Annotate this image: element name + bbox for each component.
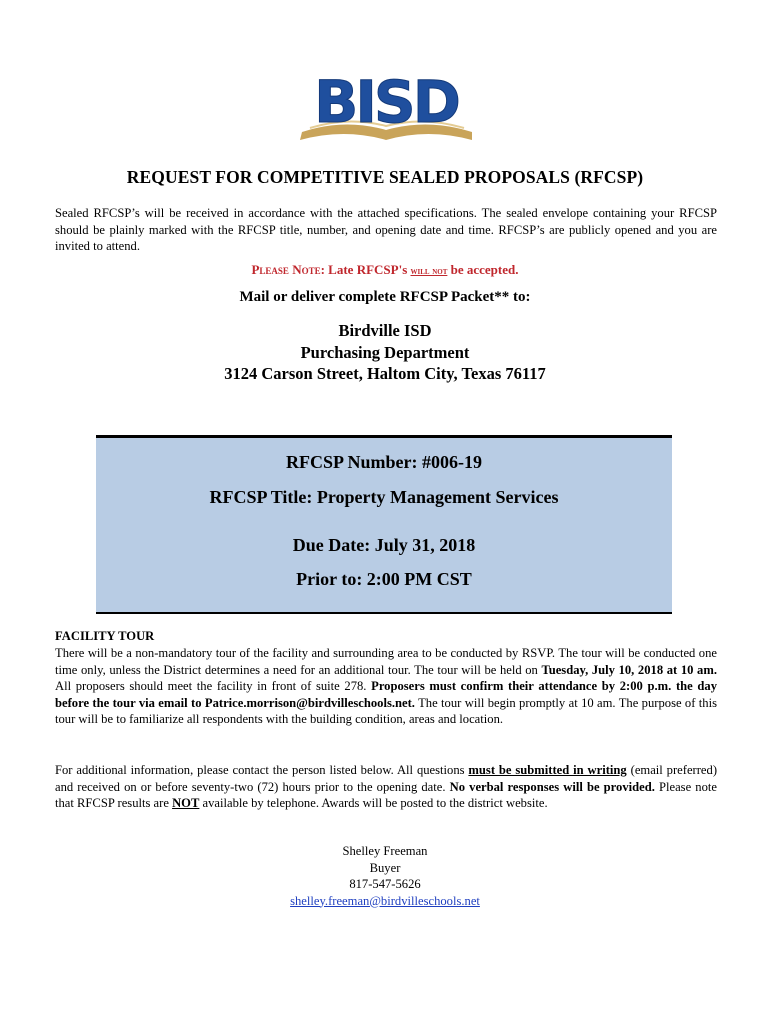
info-writing-required: must be submitted in writing: [468, 763, 627, 777]
rfcsp-info-box: [96, 435, 672, 614]
info-text-3: Please note that RFCSP results are: [55, 779, 717, 810]
address-line-1: Birdville ISD: [338, 321, 432, 340]
note-text-2: be accepted.: [447, 262, 519, 277]
facility-tour-paragraph: [55, 645, 717, 728]
due-date: Due Date: July 31, 2018: [292, 535, 476, 555]
contact-email-link[interactable]: shelley.freeman@birdvilleschools.net: [290, 893, 480, 908]
contact-role: Buyer: [369, 860, 401, 875]
contact-name: Shelley Freeman: [342, 844, 428, 858]
tour-text-1: There will be a non-mandatory tour of the facility and surrounding area to be conducted by RSVP. The tour will be conducted one time only, unless the District determines a need for an additional tour. The tour will be held on: [55, 646, 717, 677]
contact-block: [0, 843, 770, 909]
info-paragraph: [55, 762, 717, 812]
note-will-not: will not: [410, 266, 448, 277]
tour-date: Tuesday, July 10, 2018 at 10 am.: [541, 662, 717, 677]
mail-instruction: Mail or deliver complete RFCSP Packet** to:: [239, 289, 531, 305]
tour-text-3: The tour will begin promptly at 10 am. The purpose of this tour will be to familiarize all respondents with the building condition, areas and location.: [55, 695, 717, 726]
intro-paragraph: Sealed RFCSP’s will be received in accordance with the attached specifications. The sealed envelope containing your RFCSP should be plainly marked with the RFCSP title, number, and opening date and time. RFCSP’s are publicly opened and you are invited to attend.: [55, 206, 717, 253]
info-not: NOT: [172, 796, 200, 810]
tour-rsvp-instruction: Proposers must confirm their attendance by 2:00 p.m. the day before the tour via email to Patrice.morrison@birdvilleschools.net.: [55, 679, 717, 710]
due-time: Prior to: 2:00 PM CST: [296, 569, 472, 589]
mailing-address: [0, 320, 770, 385]
facility-tour-heading: FACILITY TOUR: [55, 629, 155, 643]
note-text-1: : Late RFCSP's: [320, 262, 411, 277]
late-notice: [0, 262, 770, 278]
info-text-1: For additional information, please contact the person listed below. All questions: [55, 763, 469, 777]
bisd-logo: [296, 66, 476, 144]
rfcsp-number: RFCSP Number: #006-19: [286, 452, 482, 472]
info-text-2: (email preferred) and received on or before seventy-two (72) hours prior to the opening date.: [55, 763, 718, 794]
document-title: REQUEST FOR COMPETITIVE SEALED PROPOSALS (RFCSP): [126, 167, 644, 187]
rfcsp-title: RFCSP Title: Property Management Services: [209, 487, 559, 507]
note-label: Please Note: [251, 262, 321, 277]
info-text-4: available by telephone. Awards will be posted to the district website.: [199, 796, 548, 810]
address-line-3: 3124 Carson Street, Haltom City, Texas 76117: [224, 364, 546, 383]
address-line-2: Purchasing Department: [300, 342, 470, 362]
contact-phone: 817-547-5626: [349, 877, 421, 891]
tour-text-2: All proposers should meet the facility in front of suite 278.: [55, 679, 372, 693]
info-no-verbal: No verbal responses will be provided.: [449, 779, 655, 794]
logo-letters: BISD: [314, 68, 458, 136]
